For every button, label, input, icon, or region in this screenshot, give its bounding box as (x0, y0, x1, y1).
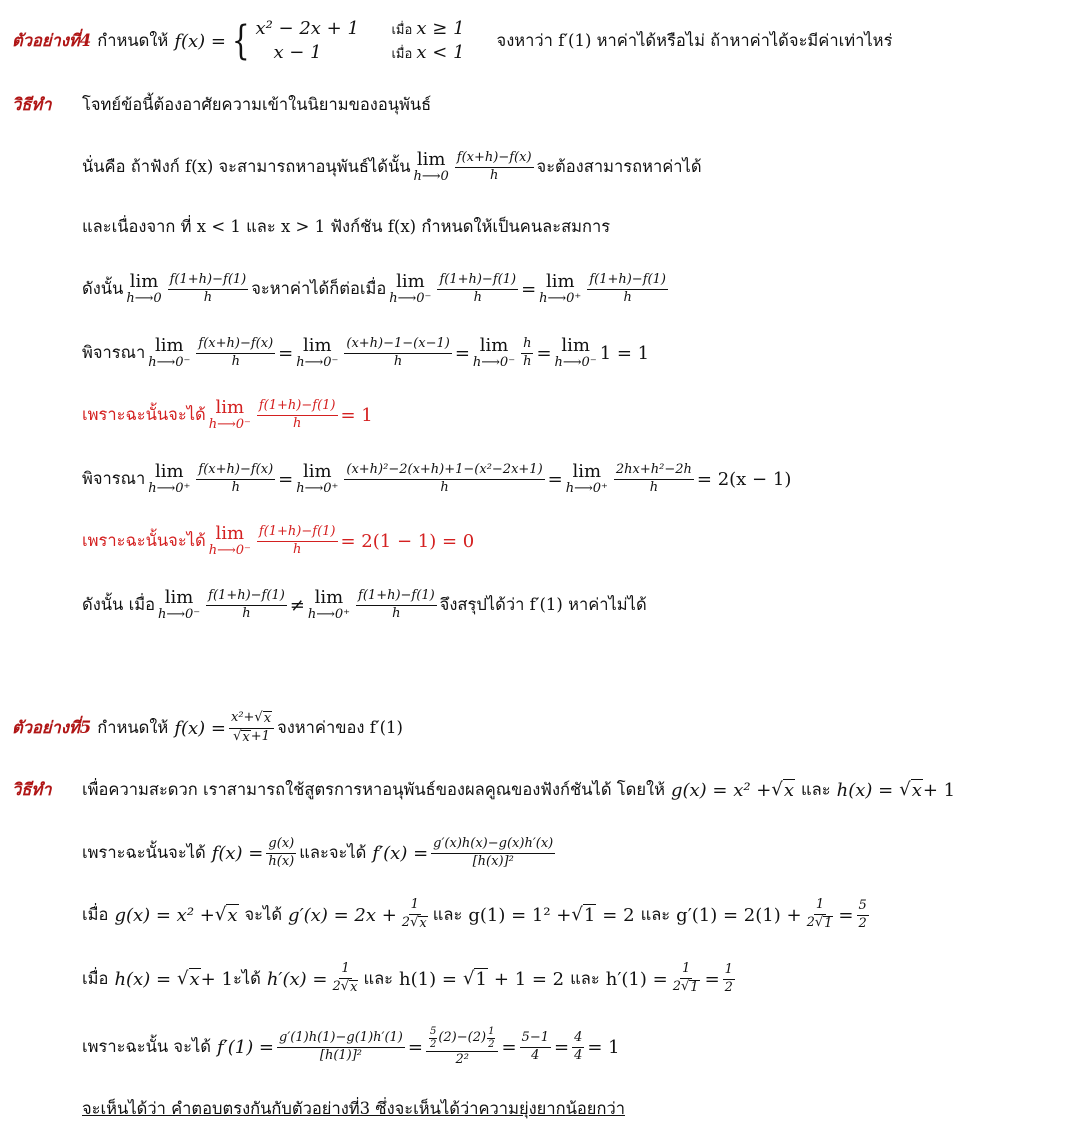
case1-condition: เมื่อ x ≥ 1 (391, 17, 465, 39)
example4-line4 (82, 266, 671, 312)
example5-function-fraction: x²+ √ x √ x +1 (229, 711, 274, 746)
left-brace: { (231, 18, 250, 64)
when-text: เมื่อ (82, 905, 109, 924)
example5-line4: เมื่อ h(x) = √ x + 1 ะได้ h′(x) = 1 2 √ x และ h(1) = √ 1 + 1 = 2 และ h′(1) = 1 2 √ 1 = $\frac{1}{2}$ (82, 961, 733, 995)
fraction: $\frac{\text{2hx+h²−2h}}{h}$ (615, 461, 692, 495)
case2-expression: x − 1 (273, 42, 322, 63)
sqrt-one: √ 1 (462, 968, 487, 990)
g-expression: g(x) = x² + (114, 904, 215, 926)
line9-text-a: ดังนั้น เมื่อ (82, 595, 156, 614)
example5-header (12, 706, 403, 750)
g-over-h: $\frac{g(x)}{h(x)}$ (268, 835, 295, 869)
and-text: และ (640, 905, 671, 924)
piecewise-definition (228, 17, 465, 66)
example5-line5: เพราะฉะนั้น จะได้ f′(1) = $\frac{g'(1)h(1)-g(1)h'(1)}{\text{[h(1)]²}}$ = $\frac{5}{2}$ (2)−(2) $\frac{1}{2}$ 2² = $\frac{5-1}{4}$ = $\frac{4}{4}$ = 1 (82, 1026, 620, 1068)
sqrt-x: √ x (214, 904, 238, 926)
example5-line2 (82, 830, 558, 876)
limit: lim h⟶0⁺ (565, 460, 608, 496)
line5-text: พิจารณา (82, 343, 146, 362)
example4-solution-intro (12, 90, 431, 120)
example5-solution-label: วิธีทำ (12, 780, 52, 799)
line2-text-b: จะต้องสามารถหาค่าได้ (536, 157, 702, 176)
example4-header (12, 14, 892, 68)
example4-line6 (82, 392, 373, 438)
fraction: $\frac{f(1+h)-f(1)}{h}$ (208, 587, 285, 621)
not-equal: ≠ (289, 594, 305, 616)
example4-fx: f(x) = (174, 30, 226, 52)
limit-h-to-0-minus: lim h⟶0⁻ (389, 270, 432, 306)
equals: = (278, 468, 294, 490)
line4-text-a: ดังนั้น (82, 279, 124, 298)
when-text: เมื่อ (82, 969, 109, 988)
and-text: และ (570, 969, 600, 988)
plus-one: + 1 (200, 968, 233, 990)
fraction: $\frac{f(1+h)-f(1)}{h}$ (258, 523, 336, 557)
fprime-equals: f′(x) = (372, 842, 429, 864)
fraction: $\frac{f(1+h)-f(1)}{h}$ (589, 271, 666, 305)
line4-text-b: จะหาค่าได้ก็ต่อเมื่อ (251, 279, 387, 298)
fraction: $\frac{f(1+h)-f(1)}{h}$ (169, 271, 247, 305)
example4-given: กำหนดให้ (97, 31, 169, 50)
example5-line2-text-a: เพราะฉะนั้นจะได้ (82, 843, 206, 862)
fraction: $\frac{\text{(x+h)²−2(x+h)+1−(x²−2x+1)}}{h}$ (346, 461, 543, 495)
one-half: $\frac{1}{2}$ (724, 961, 733, 995)
example4-line5 (82, 330, 649, 376)
example5-conclusion (82, 1094, 625, 1124)
one-over-2sqrt1: 1 2 √ 1 (672, 961, 699, 995)
example5-solution-intro (12, 774, 955, 806)
example4-line3 (82, 212, 610, 242)
therefore-text: เพราะฉะนั้น จะได้ (82, 1037, 211, 1056)
fraction: $\frac{(x+h)-1-(x-1)}{h}$ (346, 335, 450, 369)
final-result: = 1 (587, 1036, 620, 1058)
example5-line3: เมื่อ g(x) = x² + √ x จะได้ g′(x) = 2x + 1 2 √ x และ g(1) = 1² + √ 1 = 2 และ g′(1) = 2(1) + 1 2 √ 1 = $\frac{5}{2}$ (82, 897, 867, 931)
sqrt-x: √ x (771, 779, 795, 801)
fprime1-equals: f′(1) = (216, 1036, 275, 1058)
limit: lim h⟶0⁻ (296, 334, 339, 370)
hprime-expression: h′(x) = (266, 968, 328, 990)
example4-label: ตัวอย่างที่4 (12, 31, 92, 50)
line3-text: และเนื่องจาก ที่ x < 1 และ x > 1 ฟังก์ชัน f(x) กำหนดให้เป็นคนละสมการ (82, 217, 611, 236)
gprime1-expression: g′(1) = 2(1) + (676, 904, 802, 926)
f-equals: f(x) = (211, 842, 264, 864)
h1-expression: h(1) = (399, 968, 457, 990)
limit: lim h⟶0⁻ (554, 334, 597, 370)
limit: lim h⟶0⁻ (472, 334, 516, 370)
one-over-2sqrtx: 1 2 √ x (332, 961, 358, 995)
example4-line9 (82, 582, 647, 628)
hprime1-expression: h′(1) = (605, 968, 668, 990)
line7-result: = 2(x − 1) (696, 468, 792, 490)
gprime-expression: g′(x) = 2x + (288, 904, 397, 926)
fraction: $\frac{f(1+h)-f(1)}{h}$ (358, 587, 435, 621)
limit-h-to-0-plus: lim h⟶0⁺ (539, 270, 582, 306)
h1-result: + 1 = 2 (493, 968, 565, 990)
difference-quotient: $\frac{f(x+h)-f(x)}{h}$ (456, 149, 532, 183)
get-text: จะได้ (244, 905, 283, 924)
five-halves: $\frac{5}{2}$ (858, 897, 867, 931)
five-minus-one-over-four: $\frac{5-1}{4}$ (521, 1029, 549, 1063)
sqrt-x: √ x (899, 779, 922, 801)
equals: = (278, 342, 294, 364)
line9-text-b: จึงสรุปได้ว่า f′(1) หาค่าไม่ได้ (439, 595, 647, 614)
line6-text: เพราะฉะนั้นจะได้ (82, 405, 206, 424)
and-text: และ (363, 969, 394, 988)
equals: = (521, 278, 537, 300)
example4-solution-label: วิธีทำ (12, 95, 52, 114)
line2-text-a: นั่นคือ ถ้าฟังก์ f(x) จะสามารถหาอนุพันธ์ได้นั้น (82, 157, 411, 176)
four-over-four: $\frac{4}{4}$ (574, 1029, 583, 1063)
quotient-at-1: $\frac{g'(1)h(1)-g(1)h'(1)}{\text{[h(1)]²}}$ (279, 1029, 403, 1063)
sqrt-x: √ x (177, 968, 200, 990)
g1-expression: g(1) = 1² + (468, 904, 572, 926)
and-text: และ (801, 780, 831, 799)
case2-condition: เมื่อ x < 1 (391, 42, 465, 63)
example4-solution-line1: โจทย์ข้อนี้ต้องอาศัยความเข้าในนิยามของอนุพันธ์ (82, 95, 432, 114)
fraction: $\frac{f(x+h)-f(x)}{h}$ (198, 335, 274, 369)
example5-fx: f(x) = (174, 717, 226, 739)
fraction: $\frac{f(x+h)-f(x)}{h}$ (198, 461, 274, 495)
quotient-rule: $\frac{g'(x)h(x)-g(x)h'(x)}{\text{[h(x)]²}}$ (433, 835, 554, 869)
example5-line2-text-b: และจะได้ (299, 843, 367, 862)
limit: lim h⟶0⁻ (208, 396, 251, 432)
g-definition: g(x) = x² + (670, 779, 772, 801)
line8-text: เพราะฉะนั้นจะได้ (82, 531, 206, 550)
example4-question: จงหาว่า f′(1) หาค่าได้หรือไม่ ถ้าหาค่าได้จะมีค่าเท่าไหร่ (496, 31, 893, 50)
line6-result: = 1 (340, 404, 373, 426)
line5-result: 1 = 1 (599, 342, 650, 364)
line7-text: พิจารณา (82, 469, 146, 488)
example5-line1-text: เพื่อความสะดวก เราสามารถใช้สูตรการหาอนุพันธ์ของผลคูณของฟังก์ชันได้ โดยให้ (82, 780, 665, 799)
conclusion-text: จะเห็นได้ว่า คำตอบตรงกันกับตัวอย่างที่3 ซึ่งจะเห็นได้ว่าความยุ่งยากน้อยกว่า (82, 1099, 625, 1118)
equals: = (454, 342, 470, 364)
one-over-2sqrtx: 1 2 √ x (401, 897, 427, 931)
limit: lim h⟶0⁻ (208, 522, 251, 558)
line8-result: = 2(1 − 1) = 0 (340, 530, 475, 552)
limit: lim h⟶0⁺ (296, 460, 339, 496)
example5-label: ตัวอย่างที่5 (12, 718, 92, 737)
limit: lim h⟶0⁺ (148, 460, 191, 496)
limit: lim h⟶0⁻ (158, 586, 201, 622)
fraction: $\frac{f(1+h)-f(1)}{h}$ (439, 271, 517, 305)
g1-result: = 2 (602, 904, 635, 926)
example5-question: จงหาค่าของ f′(1) (277, 718, 403, 737)
sqrt-one: √ 1 (571, 904, 596, 926)
h-definition: h(x) = (836, 779, 894, 801)
equals: = (536, 342, 552, 364)
fraction: $\frac{f(1+h)-f(1)}{h}$ (258, 397, 336, 431)
h-expression: h(x) = (114, 968, 172, 990)
example4-line2 (82, 144, 702, 190)
example4-line8 (82, 518, 474, 564)
one-over-2sqrt1: 1 2 √ 1 (806, 897, 833, 931)
get-text: ะได้ (232, 969, 261, 988)
limit-h-to-0: lim h⟶0 (126, 270, 162, 306)
equals: = (547, 468, 563, 490)
limit-h-to-0: lim h⟶0 (413, 148, 449, 184)
case1-expression: x² − 2x + 1 (255, 17, 359, 39)
example4-line7 (82, 456, 791, 502)
example5-given: กำหนดให้ (97, 718, 169, 737)
and-text: และ (432, 905, 463, 924)
fraction: $\frac{h}{h}$ (523, 335, 532, 369)
limit: lim h⟶0⁺ (307, 586, 351, 622)
plus-one: + 1 (922, 779, 956, 801)
substituted-quotient: $\frac{5}{2}$ (2)−(2) $\frac{1}{2}$ 2² (426, 1026, 498, 1068)
limit: lim h⟶0⁻ (148, 334, 191, 370)
